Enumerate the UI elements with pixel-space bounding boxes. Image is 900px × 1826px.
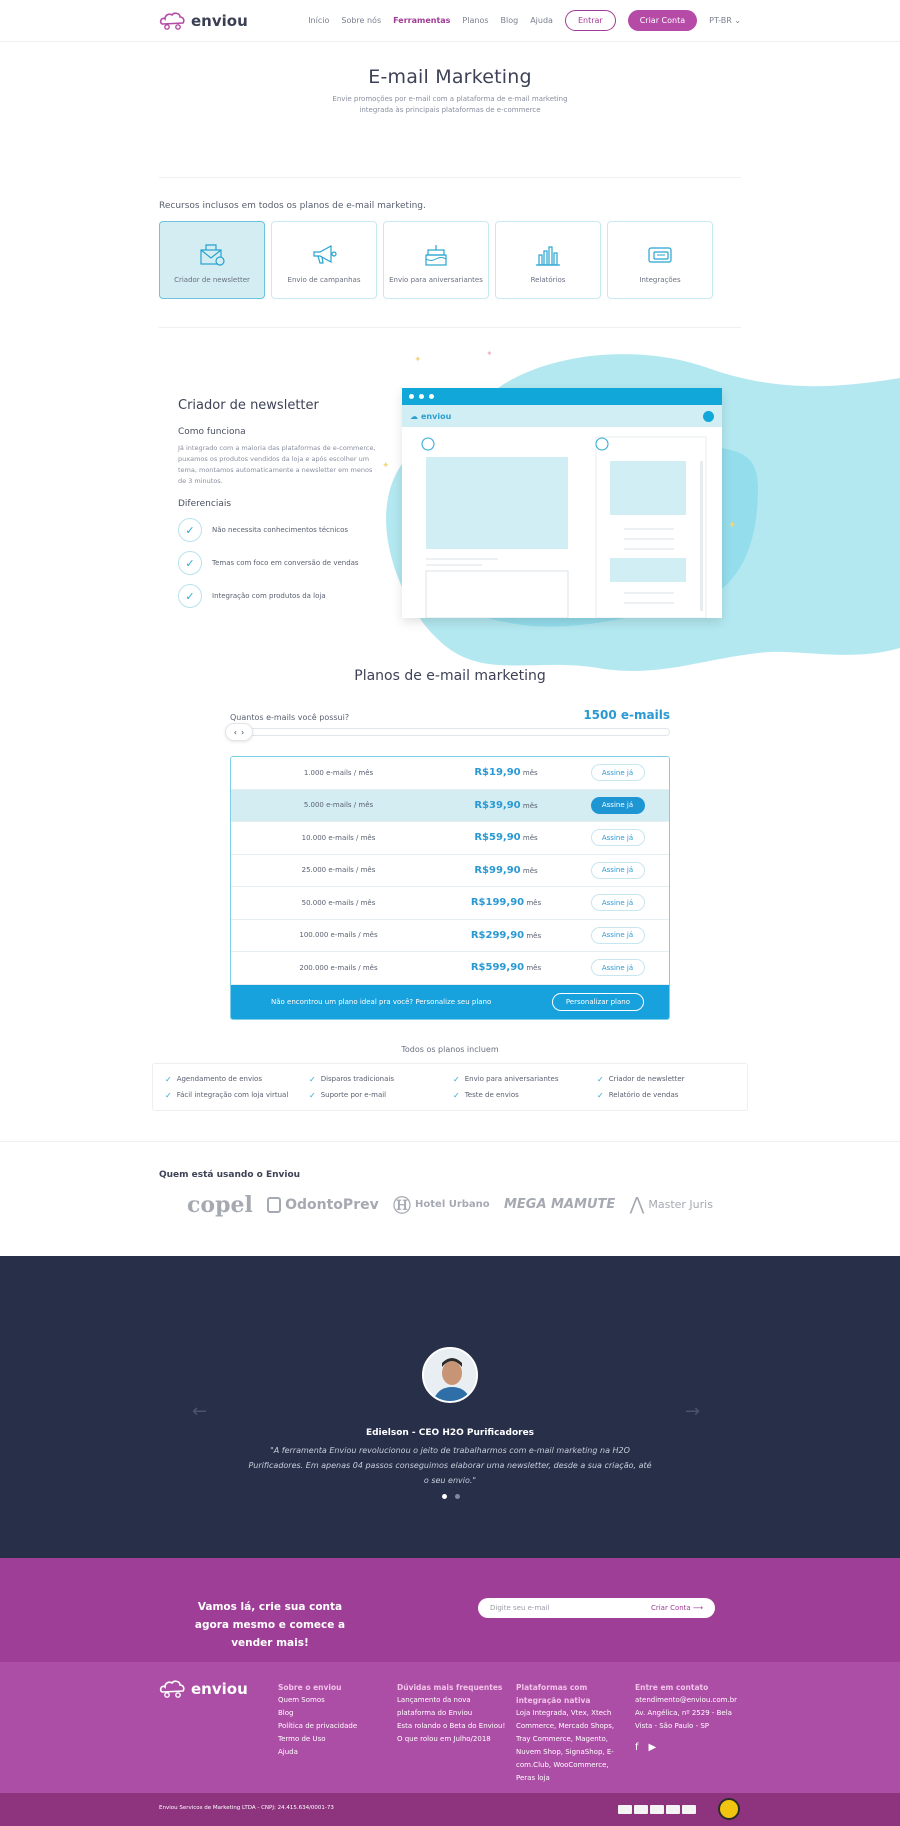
language-selector[interactable] bbox=[709, 16, 741, 25]
plan-row bbox=[231, 887, 669, 920]
email-placeholder: Digite seu e-mail bbox=[490, 1603, 550, 1612]
login-button[interactable]: Entrar bbox=[565, 10, 616, 31]
plan-row bbox=[231, 822, 669, 855]
included-item bbox=[309, 1075, 453, 1084]
footer-col-contact bbox=[635, 1681, 740, 1754]
page-subtitle: Envie promoções por e-mail com a plataforma de e-mail marketing integrada às principais plataformas de e-commerce bbox=[332, 95, 568, 114]
feature-label: Criador de newsletter bbox=[174, 276, 250, 284]
main-nav bbox=[308, 10, 741, 31]
nav-sobre-nos[interactable]: Sobre nós bbox=[341, 16, 382, 25]
feature-label: Relatórios bbox=[530, 276, 566, 284]
check-icon: ✓ bbox=[178, 518, 202, 542]
amex-icon bbox=[650, 1805, 664, 1814]
differential-label: Não necessita conhecimentos técnicos bbox=[212, 526, 349, 534]
client-logo-text: Master Juris bbox=[648, 1198, 713, 1211]
tooth-icon bbox=[267, 1197, 281, 1213]
chevron-down-icon: ⌄ bbox=[734, 16, 741, 25]
visa-icon bbox=[634, 1805, 648, 1814]
plan-row bbox=[231, 952, 669, 985]
differential-item bbox=[178, 518, 378, 542]
plan-name: 5.000 e-mails / mês bbox=[303, 801, 374, 810]
price-unit: mês bbox=[522, 866, 538, 875]
testimonial-quote: "A ferramenta Enviou revolucionou o jeito de trabalharmos com e-mail marketing na H2O Purificadores. Em apenas 04 passos conseguimos elaborar uma newsletter, desde a sua criação, até o seu envio." bbox=[248, 1445, 652, 1485]
features-title: Recursos inclusos em todos os planos de e-mail marketing. bbox=[159, 201, 426, 211]
nav-inicio[interactable]: Início bbox=[308, 16, 330, 25]
nav-blog[interactable]: Blog bbox=[500, 16, 519, 25]
price-unit: mês bbox=[522, 769, 538, 778]
included-title: Todos os planos incluem bbox=[401, 1044, 499, 1054]
price-value: R$199,90 bbox=[470, 897, 525, 909]
feature-label: Envio para aniversariantes bbox=[389, 276, 483, 284]
carousel-dot-active[interactable] bbox=[442, 1494, 447, 1499]
cloud-car-logo-icon bbox=[159, 11, 187, 31]
plan-price bbox=[446, 897, 566, 908]
plan-name: 10.000 e-mails / mês bbox=[301, 833, 376, 842]
sparkle-icon: ✦ bbox=[486, 349, 493, 358]
create-account-button[interactable] bbox=[651, 1604, 703, 1612]
differentials-heading: Diferenciais bbox=[178, 499, 232, 509]
feature-label: Integrações bbox=[639, 276, 681, 284]
price-unit: mês bbox=[526, 964, 542, 973]
facebook-icon[interactable]: f bbox=[635, 1741, 639, 1753]
footer-link[interactable]: Termo de Uso bbox=[278, 1734, 326, 1743]
avatar bbox=[422, 1347, 478, 1403]
clients-title: Quem está usando o Enviou bbox=[159, 1169, 301, 1180]
emails-slider bbox=[230, 708, 670, 736]
plan-name: 200.000 e-mails / mês bbox=[299, 963, 378, 972]
included-item bbox=[165, 1091, 309, 1100]
price-value: R$299,90 bbox=[470, 929, 525, 941]
differential-item bbox=[178, 551, 378, 575]
included-item bbox=[453, 1075, 597, 1084]
newsletter-title: Criador de newsletter bbox=[178, 398, 319, 413]
arrow-left-icon[interactable]: ← bbox=[192, 1400, 208, 1422]
custom-plan-bar bbox=[231, 985, 669, 1019]
plan-row bbox=[231, 757, 669, 790]
person-photo-icon bbox=[424, 1349, 478, 1403]
plan-price bbox=[446, 930, 566, 941]
how-it-works-text: Já integrado com a maioria das plataformas de e-commerce, puxamos os produtos vendidos da loja e após escolher um tema, montamos automaticamente a newsletter em menos de 3 minutos. bbox=[178, 444, 376, 485]
included-features bbox=[152, 1063, 748, 1111]
arrow-right-icon: ⟶ bbox=[692, 1603, 703, 1612]
security-seal-icon bbox=[718, 1798, 740, 1820]
hotel-h-icon: Ⓗ bbox=[393, 1195, 412, 1217]
price-value: R$599,90 bbox=[470, 962, 525, 974]
footer-col-faq bbox=[397, 1681, 509, 1746]
footer-link[interactable]: Lançamento da nova plataforma do Enviou bbox=[397, 1695, 473, 1717]
included-item bbox=[453, 1091, 597, 1100]
footer-link[interactable]: Quem Somos bbox=[278, 1695, 325, 1704]
cta-text: Vamos lá, crie sua conta agora mesmo e comece a vender mais! bbox=[194, 1600, 346, 1649]
nav-ferramentas[interactable]: Ferramentas bbox=[393, 16, 451, 25]
sparkle-icon: ✦ bbox=[414, 355, 422, 365]
feature-card-reports[interactable] bbox=[495, 221, 601, 299]
logo-text: enviou bbox=[191, 1679, 248, 1698]
client-logo-odontoprev bbox=[267, 1197, 379, 1213]
included-item bbox=[309, 1091, 453, 1100]
check-icon: ✓ bbox=[453, 1074, 460, 1084]
included-label: Teste de envios bbox=[464, 1091, 519, 1099]
subscribe-button[interactable]: Assine já bbox=[591, 927, 645, 944]
included-label: Agendamento de envios bbox=[176, 1075, 262, 1083]
price-unit: mês bbox=[522, 834, 538, 843]
diners-icon bbox=[682, 1805, 696, 1814]
company-info: Enviou Servicos de Marketing LTDA - CNPJ: 24.415.634/0001-73 bbox=[159, 1804, 334, 1811]
plans-table bbox=[230, 756, 670, 1020]
window-titlebar bbox=[402, 388, 722, 405]
slider-track[interactable] bbox=[230, 728, 670, 736]
check-icon: ✓ bbox=[309, 1090, 316, 1100]
signup-button[interactable]: Criar Conta bbox=[628, 10, 697, 31]
included-label: Relatório de vendas bbox=[608, 1091, 679, 1099]
contact-email[interactable]: atendimento@enviou.com.br bbox=[635, 1695, 738, 1704]
newsletter-section bbox=[0, 328, 900, 668]
mockup-canvas bbox=[402, 427, 722, 618]
plan-name: 100.000 e-mails / mês bbox=[299, 931, 378, 940]
client-logo-text: Hotel Urbano bbox=[415, 1199, 490, 1210]
slider-handle[interactable] bbox=[225, 723, 253, 741]
signup-cta-section bbox=[0, 1558, 900, 1662]
check-icon: ✓ bbox=[165, 1090, 172, 1100]
differential-item bbox=[178, 584, 378, 608]
price-unit: mês bbox=[526, 899, 542, 908]
check-icon: ✓ bbox=[178, 551, 202, 575]
feature-card-newsletter[interactable] bbox=[159, 221, 265, 299]
included-item bbox=[597, 1091, 737, 1100]
cloud-icon: ☁ bbox=[410, 411, 418, 421]
client-logo-master-juris bbox=[630, 1194, 713, 1215]
enviou-logo[interactable] bbox=[159, 11, 248, 31]
footer-logo[interactable] bbox=[159, 1679, 248, 1699]
footer-col-title: Plataformas com integração nativa bbox=[516, 1682, 591, 1705]
hero-section bbox=[159, 42, 741, 178]
sparkle-icon: ✦ bbox=[382, 461, 390, 471]
price-value: R$39,90 bbox=[474, 799, 521, 811]
subscribe-button[interactable]: Assine já bbox=[591, 829, 645, 846]
payment-methods bbox=[618, 1805, 696, 1814]
email-field[interactable] bbox=[478, 1598, 715, 1618]
megaphone-icon bbox=[309, 242, 339, 268]
check-icon: ✓ bbox=[453, 1090, 460, 1100]
clients-section bbox=[0, 1141, 900, 1251]
plan-name: 50.000 e-mails / mês bbox=[301, 898, 376, 907]
included-item bbox=[165, 1075, 309, 1084]
plan-price bbox=[446, 800, 566, 811]
price-value: R$59,90 bbox=[474, 832, 521, 844]
slider-question: Quantos e-mails você possui? bbox=[230, 713, 350, 722]
feature-card-integrations[interactable] bbox=[607, 221, 713, 299]
carousel-dot[interactable] bbox=[455, 1494, 460, 1499]
logo-text: enviou bbox=[191, 11, 248, 30]
plan-price bbox=[446, 767, 566, 778]
footer-col-about bbox=[278, 1681, 388, 1759]
how-it-works-heading: Como funciona bbox=[178, 427, 246, 437]
footer-col-platforms bbox=[516, 1681, 616, 1785]
bar-chart-icon bbox=[533, 242, 563, 268]
cake-icon bbox=[421, 242, 451, 268]
contact-address: Av. Angélica, nº 2529 - Bela Vista - São Paulo - SP bbox=[635, 1708, 732, 1730]
check-icon: ✓ bbox=[165, 1074, 172, 1084]
footer bbox=[0, 1662, 900, 1793]
check-icon: ✓ bbox=[597, 1074, 604, 1084]
plan-price bbox=[446, 832, 566, 843]
customize-plan-button[interactable]: Personalizar plano bbox=[552, 993, 644, 1011]
footer-link[interactable]: Esta rolando o Beta do Enviou! bbox=[397, 1721, 506, 1730]
differential-label: Integração com produtos da loja bbox=[212, 592, 326, 600]
price-unit: mês bbox=[522, 801, 538, 810]
page-title: E-mail Marketing bbox=[368, 66, 532, 88]
client-logos bbox=[159, 1192, 741, 1218]
language-label: PT-BR bbox=[709, 16, 732, 25]
footer-link[interactable]: Blog bbox=[278, 1708, 294, 1717]
avatar bbox=[703, 411, 714, 422]
mountain-icon: ⋀ bbox=[629, 1194, 645, 1215]
social-links bbox=[635, 1741, 740, 1754]
custom-plan-text: Não encontrou um plano ideal pra você? Personalize seu plano bbox=[271, 997, 492, 1006]
included-label: Envio para aniversariantes bbox=[464, 1075, 559, 1083]
included-label: Disparos tradicionais bbox=[320, 1075, 394, 1083]
plan-name: 25.000 e-mails / mês bbox=[301, 866, 376, 875]
newsletter-info bbox=[178, 398, 378, 608]
subscribe-button[interactable]: Assine já bbox=[591, 764, 645, 781]
chevron-right-icon: › bbox=[241, 727, 245, 737]
mastercard-icon bbox=[618, 1805, 632, 1814]
client-logo-copel: copel bbox=[187, 1191, 253, 1218]
footer-col-title: Sobre o enviou bbox=[278, 1682, 342, 1692]
subscribe-button[interactable]: Assine já bbox=[591, 797, 645, 814]
footer-link[interactable]: O que rolou em Julho/2018 bbox=[397, 1734, 491, 1743]
carousel-dots bbox=[442, 1494, 460, 1499]
testimonial-section bbox=[0, 1256, 900, 1558]
nav-planos[interactable]: Planos bbox=[462, 16, 489, 25]
testimonial-author: Edielson - CEO H2O Purificadores bbox=[365, 1427, 535, 1438]
nav-ajuda[interactable]: Ajuda bbox=[530, 16, 553, 25]
top-navbar bbox=[0, 0, 900, 42]
subscribe-button[interactable]: Assine já bbox=[591, 959, 645, 976]
footer-bottom-bar bbox=[0, 1793, 900, 1826]
client-logo-text: OdontoPrev bbox=[285, 1196, 379, 1213]
included-label: Criador de newsletter bbox=[608, 1075, 685, 1083]
check-icon: ✓ bbox=[309, 1074, 316, 1084]
newsletter-icon bbox=[197, 242, 227, 268]
arrow-right-icon[interactable]: → bbox=[685, 1400, 701, 1422]
feature-card-campaigns[interactable] bbox=[271, 221, 377, 299]
included-item bbox=[597, 1075, 737, 1084]
slider-value: 1500 e-mails bbox=[583, 708, 670, 722]
create-account-label: Criar Conta bbox=[650, 1603, 691, 1612]
footer-col-title: Dúvidas mais frequentes bbox=[397, 1682, 503, 1692]
plans-title: Planos de e-mail marketing bbox=[354, 668, 546, 684]
price-value: R$19,90 bbox=[474, 767, 521, 779]
client-logo-hotel-urbano bbox=[393, 1192, 490, 1218]
client-logo-mega-mamute: MEGA MAMUTE bbox=[503, 1197, 616, 1212]
feature-card-birthday[interactable] bbox=[383, 221, 489, 299]
included-label: Fácil integração com loja virtual bbox=[176, 1091, 289, 1099]
youtube-icon[interactable]: ▶ bbox=[648, 1741, 657, 1753]
elo-icon bbox=[666, 1805, 680, 1814]
chevron-left-icon: ‹ bbox=[233, 727, 237, 737]
sparkle-icon: ✦ bbox=[728, 520, 737, 531]
newsletter-editor-mockup bbox=[402, 388, 722, 618]
footer-col-title: Entre em contato bbox=[635, 1682, 709, 1692]
included-label: Suporte por e-mail bbox=[320, 1091, 387, 1099]
cloud-car-logo-icon bbox=[159, 1679, 187, 1699]
feature-cards bbox=[159, 221, 741, 299]
subscribe-button[interactable]: Assine já bbox=[591, 862, 645, 879]
footer-text: Loja Integrada, Vtex, Xtech Commerce, Mercado Shops, Tray Commerce, Magento, Nuvem Shop, SignaShop, E-com.Club, WooCommerce, Peras loja bbox=[516, 1708, 615, 1782]
plan-name: 1.000 e-mails / mês bbox=[303, 768, 374, 777]
subscribe-button[interactable]: Assine já bbox=[591, 894, 645, 911]
mockup-logo: enviou bbox=[421, 411, 452, 421]
check-icon: ✓ bbox=[597, 1090, 604, 1100]
plan-row-selected bbox=[231, 790, 669, 823]
check-icon: ✓ bbox=[178, 584, 202, 608]
integration-icon bbox=[645, 242, 675, 268]
mockup-header bbox=[402, 405, 722, 427]
price-unit: mês bbox=[526, 931, 542, 940]
plan-row bbox=[231, 855, 669, 888]
feature-label: Envio de campanhas bbox=[287, 276, 361, 284]
plan-price bbox=[446, 865, 566, 876]
differential-label: Temas com foco em conversão de vendas bbox=[212, 559, 359, 567]
footer-link[interactable]: Ajuda bbox=[278, 1747, 298, 1756]
price-value: R$99,90 bbox=[474, 864, 521, 876]
plan-price bbox=[446, 962, 566, 973]
footer-link[interactable]: Política de privacidade bbox=[278, 1721, 358, 1730]
plan-row bbox=[231, 920, 669, 953]
